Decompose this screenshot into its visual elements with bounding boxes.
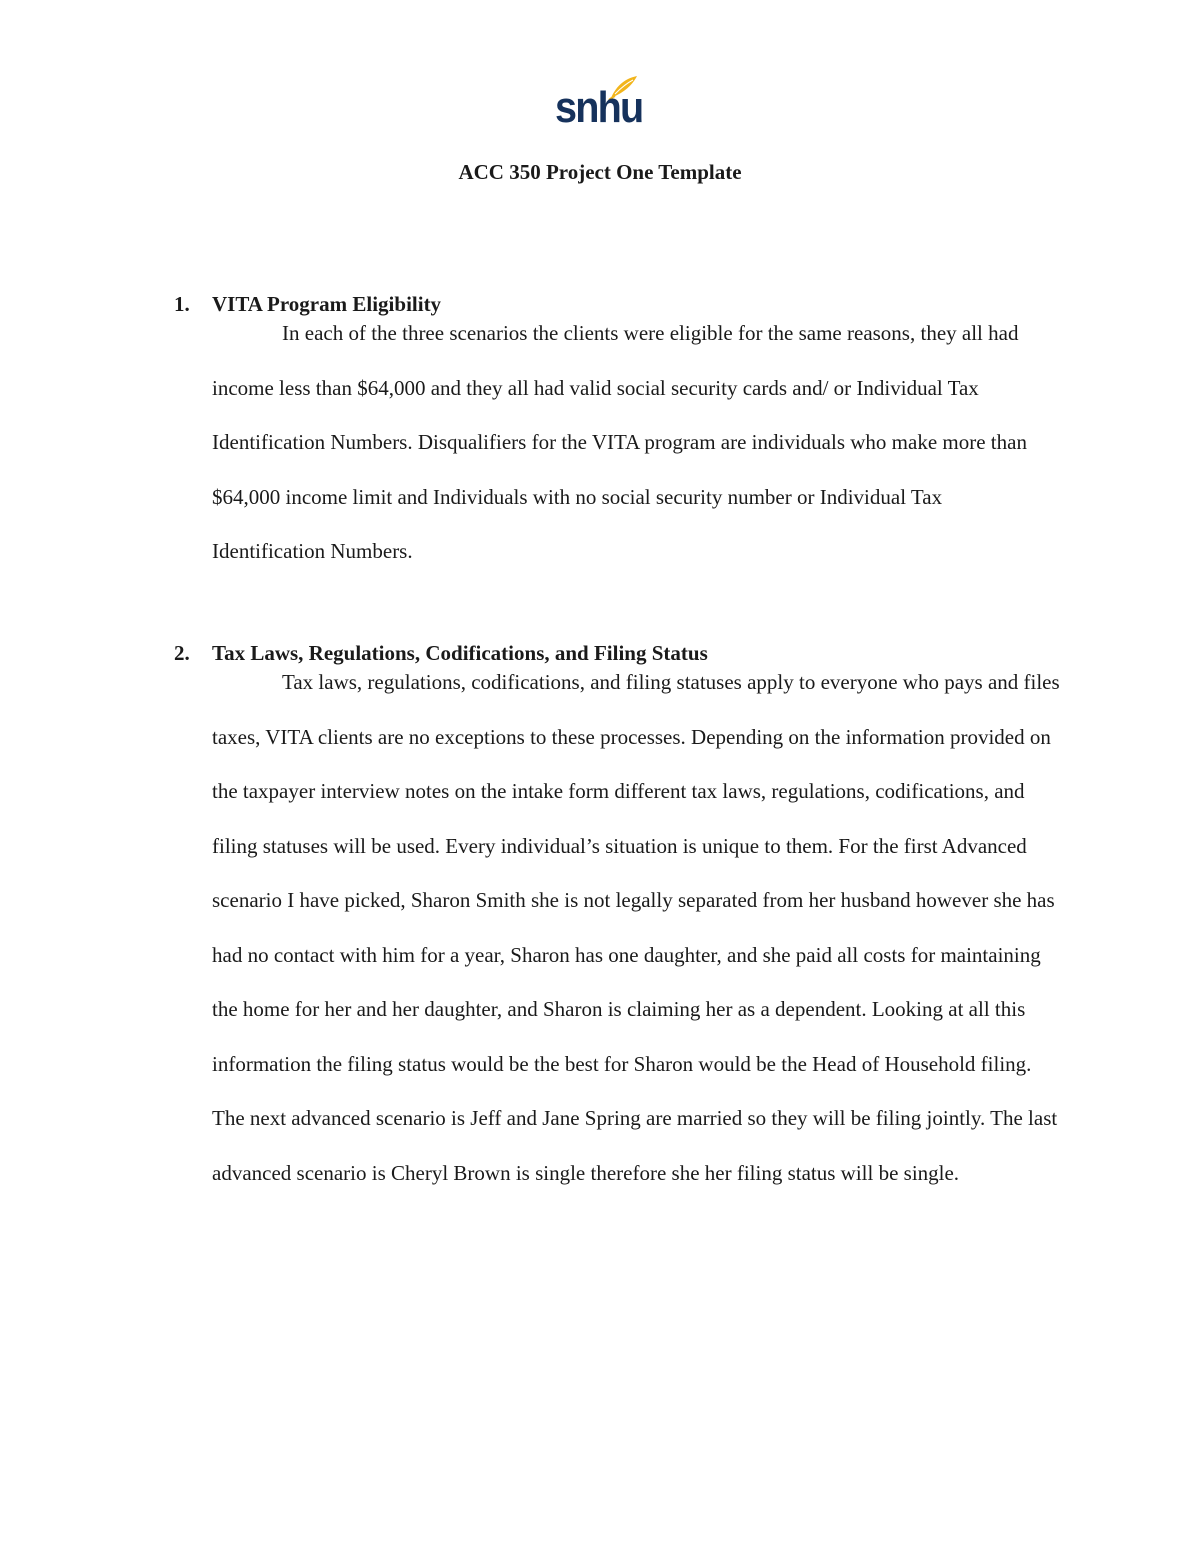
section-tax-laws: [174, 639, 1064, 1200]
section-body: Tax laws, regulations, codifications, and filing statuses apply to everyone who pays and files taxes, VITA clients are no exceptions to these processes. Depending on the information provided on the taxpayer interview notes on the intake form different tax laws, regulations, codifications, and filing statuses will be used. Every individual’s situation is unique to them. For the first Advanced scenario I have picked, Sharon Smith she is not legally separated from her husband however she has had no contact with him for a year, Sharon has one daughter, and she paid all costs for maintaining the home for her and her daughter, and Sharon is claiming her as a dependent. Looking at all this information the filing status would be the best for Sharon would be the Head of Household filing. The next advanced scenario is Jeff and Jane Spring are married so they will be filing jointly. The last advanced scenario is Cheryl Brown is single therefore she her filing status will be single.: [212, 670, 1060, 1185]
section-vita-eligibility: [174, 290, 1064, 579]
section-body: In each of the three scenarios the clients were eligible for the same reasons, they all had income less than $64,000 and they all had valid social security cards and/ or Individual Tax Identification Numbers. Disqualifiers for the VITA program are individuals who make more than $64,000 income limit and Individuals with no social security number or Individual Tax Identification Numbers.: [212, 321, 1027, 563]
snhu-logo: [553, 72, 643, 134]
section-heading-label: Tax Laws, Regulations, Codifications, and Filing Status: [212, 641, 708, 665]
section-number: 1.: [174, 292, 190, 316]
section-heading-label: VITA Program Eligibility: [212, 292, 442, 316]
logo-wordmark: snhu: [555, 83, 643, 132]
section-number: 2.: [174, 641, 190, 665]
page-title: ACC 350 Project One Template: [458, 160, 742, 184]
